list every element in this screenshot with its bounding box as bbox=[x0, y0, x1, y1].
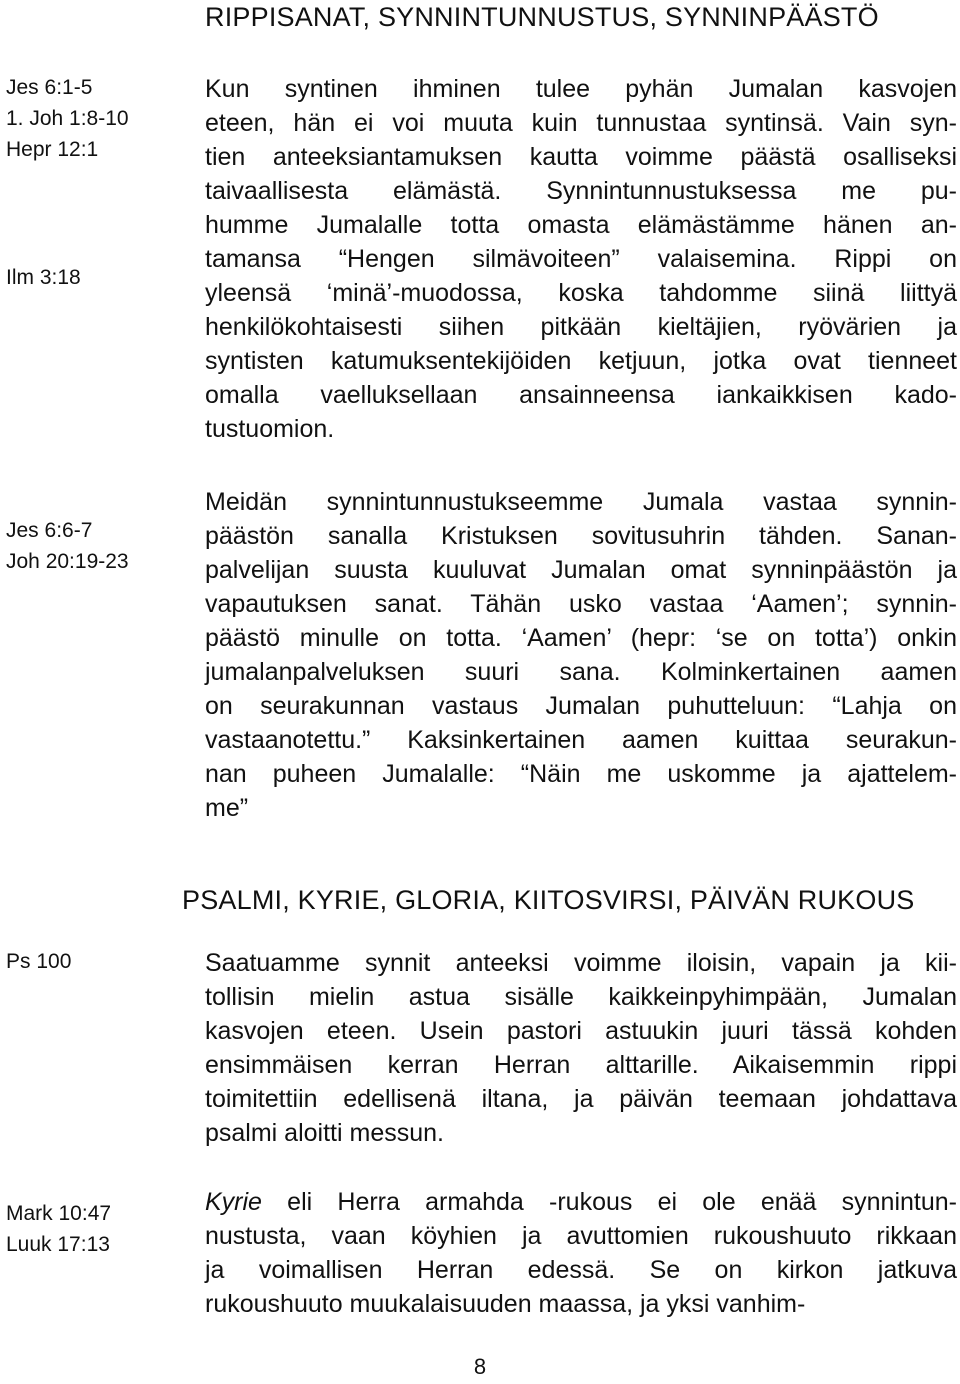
section-heading-2: PSALMI, KYRIE, GLORIA, KIITOSVIRSI, PÄIVÄN RUKOUS bbox=[182, 885, 915, 915]
section-heading-1: RIPPISANAT, SYNNINTUNNUSTUS, SYNNINPÄÄSTÖ bbox=[205, 2, 879, 32]
scripture-ref: 1. Joh 1:8-10 bbox=[6, 107, 129, 130]
page-number: 8 bbox=[473, 1354, 487, 1379]
scripture-ref: Hepr 12:1 bbox=[6, 138, 99, 161]
text-line: tustuomion. bbox=[205, 415, 335, 443]
text-line bbox=[205, 1185, 957, 1219]
text-line: nustusta, vaan köyhien ja avuttomien rukoushuuto rikkaan bbox=[205, 1222, 957, 1250]
text-line: kasvojen eteen. Usein pastori astuukin juuri tässä kohden bbox=[205, 1017, 957, 1045]
text-line: eteen, hän ei voi muuta kuin tunnustaa syntinsä. Vain syn- bbox=[205, 109, 957, 137]
text-line: humme Jumalalle totta omasta elämästämme hänen an- bbox=[205, 211, 957, 239]
text-line: tien anteeksiantamuksen kautta voimme päästä osalliseksi bbox=[205, 143, 957, 171]
text-line: rukoushuuto muukalaisuuden maassa, ja yksi vanhim- bbox=[205, 1290, 806, 1318]
text-line: taivaallisesta elämästä. Synnintunnustuksessa me pu- bbox=[205, 177, 957, 205]
text-line: vastaanotettu.” Kaksinkertainen aamen kuittaa seurakun- bbox=[205, 726, 957, 754]
italic-term: Kyrie bbox=[205, 1188, 262, 1216]
scripture-refs-1b bbox=[6, 262, 81, 293]
body-paragraph-1 bbox=[205, 72, 957, 446]
text-line: vapautuksen sanat. Tähän usko vastaa ‘Aamen’; synnin- bbox=[205, 590, 957, 618]
text-line: ensimmäisen kerran Herran alttarille. Aikaisemmin rippi bbox=[205, 1051, 957, 1079]
scripture-ref: Joh 20:19-23 bbox=[6, 550, 129, 573]
text-line: Saatuamme synnit anteeksi voimme iloisin, vapain ja kii- bbox=[205, 949, 957, 977]
scripture-refs-1a bbox=[6, 72, 129, 165]
scripture-ref: Mark 10:47 bbox=[6, 1202, 112, 1225]
text-line: Meidän synnintunnustukseemme Jumala vastaa synnin- bbox=[205, 488, 957, 516]
text-line: tollisin mielin astua sisälle kaikkeinpyhimpään, Jumalan bbox=[205, 983, 957, 1011]
body-paragraph-3 bbox=[205, 946, 957, 1150]
text-line: syntisten katumuksentekijöiden ketjuun, jotka ovat tienneet bbox=[205, 347, 957, 375]
scripture-ref: Jes 6:6-7 bbox=[6, 519, 93, 542]
body-paragraph-2 bbox=[205, 485, 957, 825]
scripture-ref: Ilm 3:18 bbox=[6, 266, 81, 289]
text-line: me” bbox=[205, 794, 249, 822]
scripture-refs-1c bbox=[6, 515, 129, 577]
text-line: ja voimallisen Herran edessä. Se on kirkon jatkuva bbox=[205, 1256, 957, 1284]
scripture-refs-2a bbox=[6, 946, 71, 977]
text-line: toimitettiin edellisenä iltana, ja päivän teemaan johdattava bbox=[205, 1085, 957, 1113]
text-segment: eli Herra armahda -rukous ei ole enää synnintun- bbox=[261, 1188, 957, 1216]
text-line: palvelijan suusta kuuluvat Jumalan omat synninpäästön ja bbox=[205, 556, 957, 584]
text-line: jumalanpalveluksen suuri sana. Kolminkertainen aamen bbox=[205, 658, 957, 686]
text-line: tamansa “Hengen silmävoiteen” valaisemina. Rippi on bbox=[205, 245, 957, 273]
scripture-ref: Jes 6:1-5 bbox=[6, 76, 93, 99]
scripture-ref: Ps 100 bbox=[6, 950, 72, 973]
text-line: nan puheen Jumalalle: “Näin me uskomme ja ajattelem- bbox=[205, 760, 957, 788]
text-line: yleensä ‘minä’-muodossa, koska tahdomme siinä liittyä bbox=[205, 279, 957, 307]
text-line: on seurakunnan vastaus Jumalan puhutteluun: “Lahja on bbox=[205, 692, 957, 720]
text-line: psalmi aloitti messun. bbox=[205, 1119, 444, 1147]
scripture-ref: Luuk 17:13 bbox=[6, 1233, 110, 1256]
text-line: päästö minulle on totta. ‘Aamen’ (hepr: ‘se on totta’) onkin bbox=[205, 624, 957, 652]
text-line: henkilökohtaisesti siihen pitkään kieltäjien, ryövärien ja bbox=[205, 313, 957, 341]
text-line: omalla vaelluksellaan ansainneensa iankaikkisen kado- bbox=[205, 381, 957, 409]
scripture-refs-2b bbox=[6, 1198, 111, 1260]
text-line: Kun syntinen ihminen tulee pyhän Jumalan kasvojen bbox=[205, 75, 957, 103]
text-line: päästön sanalla Kristuksen sovitusuhrin tähden. Sanan- bbox=[205, 522, 957, 550]
body-paragraph-4 bbox=[205, 1185, 957, 1321]
